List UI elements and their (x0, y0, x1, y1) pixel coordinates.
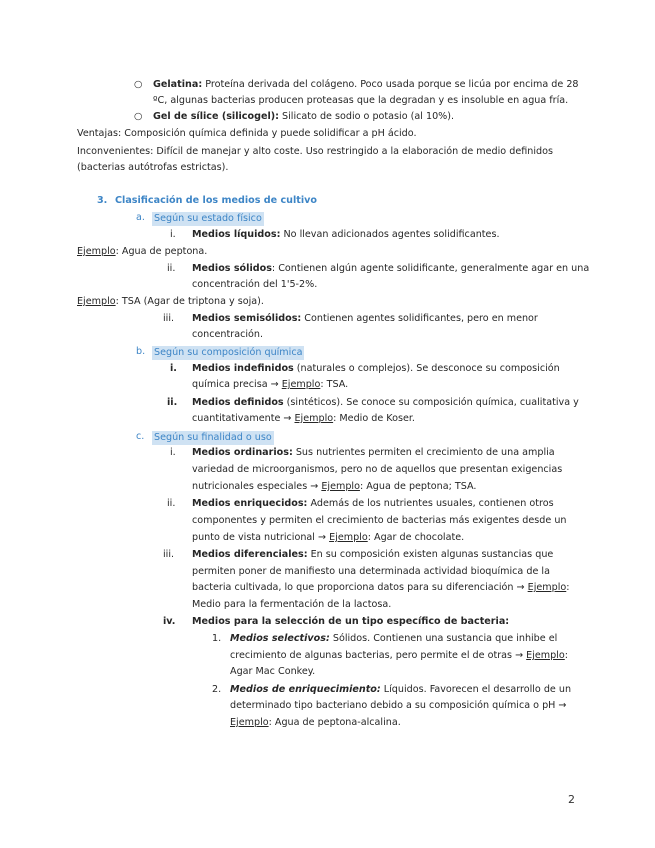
gel-silice-line (153, 111, 454, 123)
item-continuation: componentes y permiten el crecimiento de bacterias más exigentes desde un (192, 515, 567, 526)
item-medios-diferenciales (192, 549, 553, 561)
term: Medios diferenciales: (192, 549, 308, 560)
item-medios-seleccion: Medios para la selección de un tipo específico de bacteria: (192, 616, 510, 627)
term: Medios sólidos (192, 263, 272, 274)
subitem-continuation (230, 717, 401, 729)
item-medios-indefinidos (192, 363, 560, 375)
text: Proteína derivada del colágeno. Poco usada porque se licúa por encima de 28 (202, 79, 579, 90)
term-gel-silice: Gel de sílice (silicogel): (153, 111, 279, 122)
term: Medios definidos (192, 397, 284, 408)
term-gelatina: Gelatina: (153, 79, 203, 90)
text: (sintéticos). Se conoce su composición química, cualitativa y (283, 397, 579, 408)
text: : TSA. (320, 379, 349, 390)
example-word: Ejemplo (77, 246, 116, 257)
item-number: iii. (163, 549, 175, 560)
inconvenientes-line-1: Inconvenientes: Difícil de manejar y alto coste. Uso restringido a la elaboración de medio definidos (77, 146, 553, 157)
term: Medios indefinidos (192, 363, 294, 374)
subsection-b-label: b. (136, 346, 146, 357)
item-number: i. (170, 229, 176, 240)
subitem-number: 2. (212, 684, 222, 695)
bullet-marker: ○ (134, 79, 143, 90)
text: : Agar de chocolate. (367, 532, 465, 543)
page-number: 2 (568, 793, 575, 806)
item-continuation (192, 379, 348, 391)
subitem-continuation: Agar Mac Conkey. (230, 666, 316, 677)
text: : Contienen algún agente solidificante, generalmente agar en una (271, 263, 590, 274)
example-word: Ejemplo (294, 413, 334, 424)
text: crecimiento de algunas bacterias, pero permite el de otras → (230, 650, 527, 661)
example-word: Ejemplo (329, 532, 368, 543)
text: : Agua de peptona; TSA. (359, 481, 477, 492)
item-number: iii. (163, 313, 175, 324)
text: : (566, 582, 570, 593)
text: : (564, 650, 569, 661)
section-3-title: Clasificación de los medios de cultivo (115, 195, 317, 206)
subitem-medios-enriquecimiento (230, 684, 571, 696)
item-continuation (192, 481, 476, 493)
item-continuation: Medio para la fermentación de la lactosa. (192, 599, 392, 610)
example-text: : TSA (Agar de triptona y soja). (115, 296, 264, 307)
item-medios-semisolidos (192, 313, 538, 325)
text: Además de los nutrientes usuales, contienen otros (307, 498, 554, 509)
item-medios-liquidos (192, 229, 500, 241)
text: Sus nutrientes permiten el crecimiento de una amplia (292, 447, 555, 458)
example-word: Ejemplo (527, 582, 567, 593)
item-number: i. (170, 447, 176, 458)
item-continuation: variedad de microorganismos, pero no de aquellos que presentan exigencias (192, 464, 563, 475)
text: cuantitativamente → (192, 413, 295, 424)
text: química precisa → (192, 379, 282, 390)
text: Líquidos. Favorecen el desarrollo de un (380, 684, 572, 695)
example-word: Ejemplo (321, 481, 360, 492)
text: bacteria cultivada, lo que proporciona datos para su diferenciación → (192, 582, 528, 593)
term: Medios enriquecidos: (192, 498, 308, 509)
example-word: Ejemplo (526, 650, 565, 661)
item-medios-enriquecidos (192, 498, 554, 510)
subsection-a-label: a. (136, 212, 145, 223)
item-continuation: concentración. (192, 329, 264, 340)
text: (naturales o complejos). Se desconoce su composición (293, 363, 560, 374)
subsection-b-title: Según su composición química (154, 347, 303, 358)
subitem-medios-selectivos (230, 633, 557, 645)
item-continuation (192, 532, 464, 544)
term: Medios de enriquecimiento: (230, 684, 381, 695)
item-continuation: permiten poner de manifiesto una determinada actividad bioquímica de la (192, 566, 550, 577)
example-word: Ejemplo (281, 379, 321, 390)
text: Sólidos. Contienen una sustancia que inhibe el (329, 633, 558, 644)
item-continuation: concentración del 1'5-2%. (192, 279, 318, 290)
text: En su composición existen algunas sustancias que (307, 549, 554, 560)
term: Medios semisólidos: (192, 313, 302, 324)
item-number: i. (170, 363, 177, 374)
subsection-c-label: c. (136, 431, 145, 442)
text: : Agua de peptona-alcalina. (268, 717, 401, 728)
subsection-c-title: Según su finalidad o uso (154, 432, 272, 443)
section-3-number: 3. (97, 195, 108, 206)
text: : Medio de Koser. (333, 413, 415, 424)
ventajas-paragraph: Ventajas: Composición química definida y puede solidificar a pH ácido. (77, 128, 417, 139)
item-medios-ordinarios (192, 447, 555, 459)
item-number: ii. (167, 397, 178, 408)
subsection-a-title: Según su estado físico (154, 213, 262, 224)
text: Contienen agentes solidificantes, pero en menor (301, 313, 538, 324)
text: nutricionales especiales → (192, 481, 322, 492)
text: Silicato de sodio o potasio (al 10%). (278, 111, 455, 122)
example-line (77, 296, 264, 308)
item-number: iv. (163, 616, 176, 627)
term: Medios ordinarios: (192, 447, 293, 458)
gelatina-line-1 (153, 79, 579, 91)
item-number: ii. (167, 498, 176, 509)
subitem-continuation: determinado tipo bacteriano debido a su composición química o pH → (230, 700, 567, 711)
inconvenientes-line-2: (bacterias autótrofas estrictas). (77, 162, 229, 173)
example-line (77, 246, 207, 258)
subitem-number: 1. (212, 633, 222, 644)
example-word: Ejemplo (77, 296, 116, 307)
bullet-marker: ○ (134, 111, 143, 122)
example-word: Ejemplo (230, 717, 269, 728)
example-text: : Agua de peptona. (115, 246, 208, 257)
term: Medios selectivos: (230, 633, 330, 644)
item-medios-solidos (192, 263, 589, 275)
text: No llevan adicionados agentes solidificantes. (280, 229, 500, 240)
gelatina-line-2: ºC, algunas bacterias producen proteasas que la degradan y es insoluble en agua fría. (153, 95, 569, 106)
text: punto de vista nutricional → (192, 532, 330, 543)
term: Medios líquidos: (192, 229, 281, 240)
item-continuation (192, 413, 415, 425)
item-medios-definidos (192, 397, 579, 409)
item-number: ii. (167, 263, 176, 274)
subitem-continuation (230, 650, 568, 662)
item-continuation (192, 582, 570, 594)
